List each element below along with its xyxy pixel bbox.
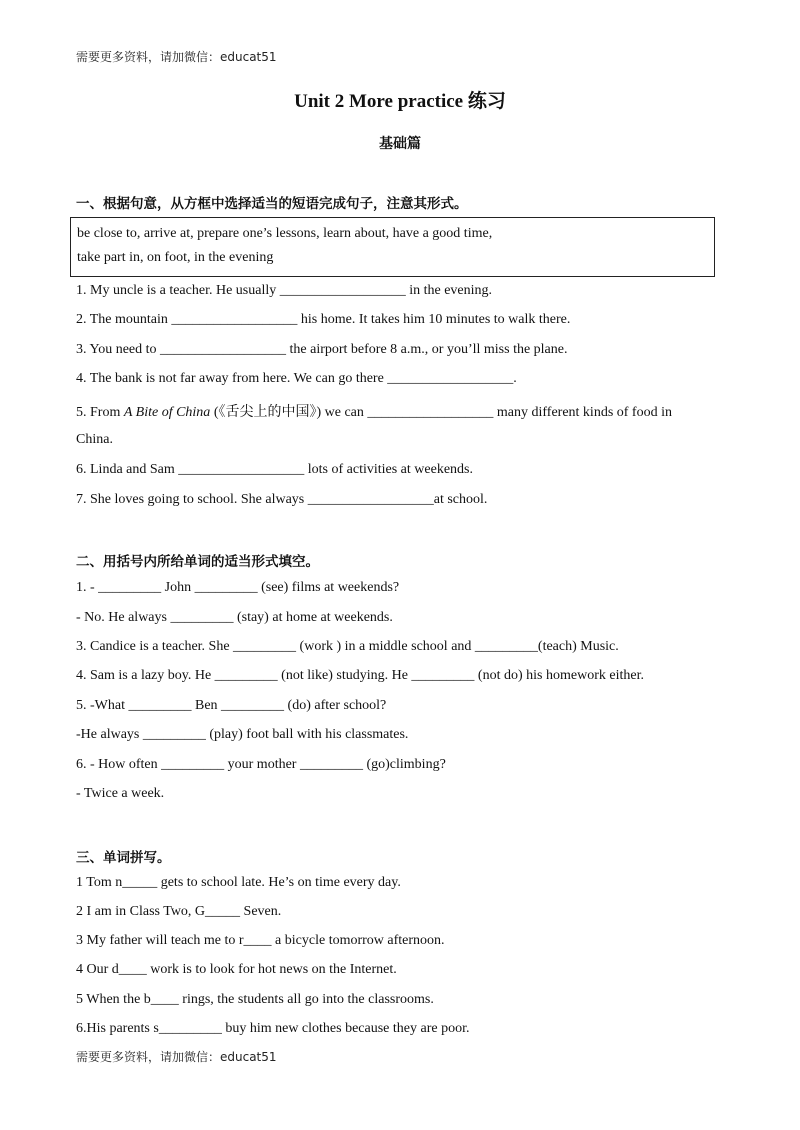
- s3-line-6: 6.His parents s_________ buy him new clothes because they are poor.: [76, 1021, 470, 1036]
- s1-question-3: 3. You need to __________________ the airport before 8 a.m., or you’ll miss the plane.: [76, 342, 568, 357]
- s1-question-6: 6. Linda and Sam __________________ lots of activities at weekends.: [76, 462, 473, 477]
- s1-q5-rest: (《舌尖上的中国》) we can __________________ many different kinds of food in: [210, 405, 672, 420]
- section3-heading: 三、单词拼写。: [76, 850, 171, 866]
- page-subtitle: 基础篇: [379, 136, 421, 152]
- s2-line-8: - Twice a week.: [76, 786, 165, 801]
- s1-question-2: 2. The mountain __________________ his home. It takes him 10 minutes to walk there.: [76, 312, 571, 327]
- s1-question-7: 7. She loves going to school. She always __________________at school.: [76, 492, 488, 507]
- s2-line-4: 4. Sam is a lazy boy. He _________ (not like) studying. He _________ (not do) his homework either.: [76, 668, 644, 683]
- header-note: 需要更多资料，请加微信：educat51: [76, 50, 277, 64]
- s2-line-5: 5. -What _________ Ben _________ (do) after school?: [76, 698, 387, 713]
- phrase-box-line-2: take part in, on foot, in the evening: [77, 250, 274, 265]
- s2-line-7: 6. - How often _________ your mother _________ (go)climbing?: [76, 757, 446, 772]
- s2-line-6: -He always _________ (play) foot ball with his classmates.: [76, 727, 409, 742]
- s1-question-5: [76, 401, 672, 421]
- section1-heading: 一、根据句意，从方框中选择适当的短语完成句子，注意其形式。: [76, 196, 468, 212]
- s3-line-4: 4 Our d____ work is to look for hot news on the Internet.: [76, 962, 397, 977]
- s3-line-2: 2 I am in Class Two, G_____ Seven.: [76, 904, 282, 919]
- s2-line-2: - No. He always _________ (stay) at home at weekends.: [76, 610, 393, 625]
- s3-line-5: 5 When the b____ rings, the students all go into the classrooms.: [76, 992, 434, 1007]
- section2-heading: 二、用括号内所给单词的适当形式填空。: [76, 554, 319, 570]
- s1-question-4: 4. The bank is not far away from here. We can go there __________________.: [76, 371, 517, 386]
- s1-q5-prefix: 5. From: [76, 405, 124, 420]
- s3-line-1: 1 Tom n_____ gets to school late. He’s on time every day.: [76, 875, 401, 890]
- phrase-box: [70, 217, 715, 277]
- s3-line-3: 3 My father will teach me to r____ a bicycle tomorrow afternoon.: [76, 933, 445, 948]
- s1-question-5-continued: China.: [76, 432, 113, 447]
- page-title: Unit 2 More practice 练习: [294, 91, 506, 112]
- s2-line-3: 3. Candice is a teacher. She _________ (work ) in a middle school and _________(teach) Music.: [76, 639, 619, 654]
- s2-line-1: 1. - _________ John _________ (see) films at weekends?: [76, 580, 400, 595]
- s1-question-1: 1. My uncle is a teacher. He usually __________________ in the evening.: [76, 283, 493, 298]
- phrase-box-line-1: be close to, arrive at, prepare one’s lessons, learn about, have a good time,: [77, 226, 493, 241]
- s1-q5-book-title: A Bite of China: [123, 405, 211, 420]
- footer-note: 需要更多资料，请加微信：educat51: [76, 1050, 277, 1064]
